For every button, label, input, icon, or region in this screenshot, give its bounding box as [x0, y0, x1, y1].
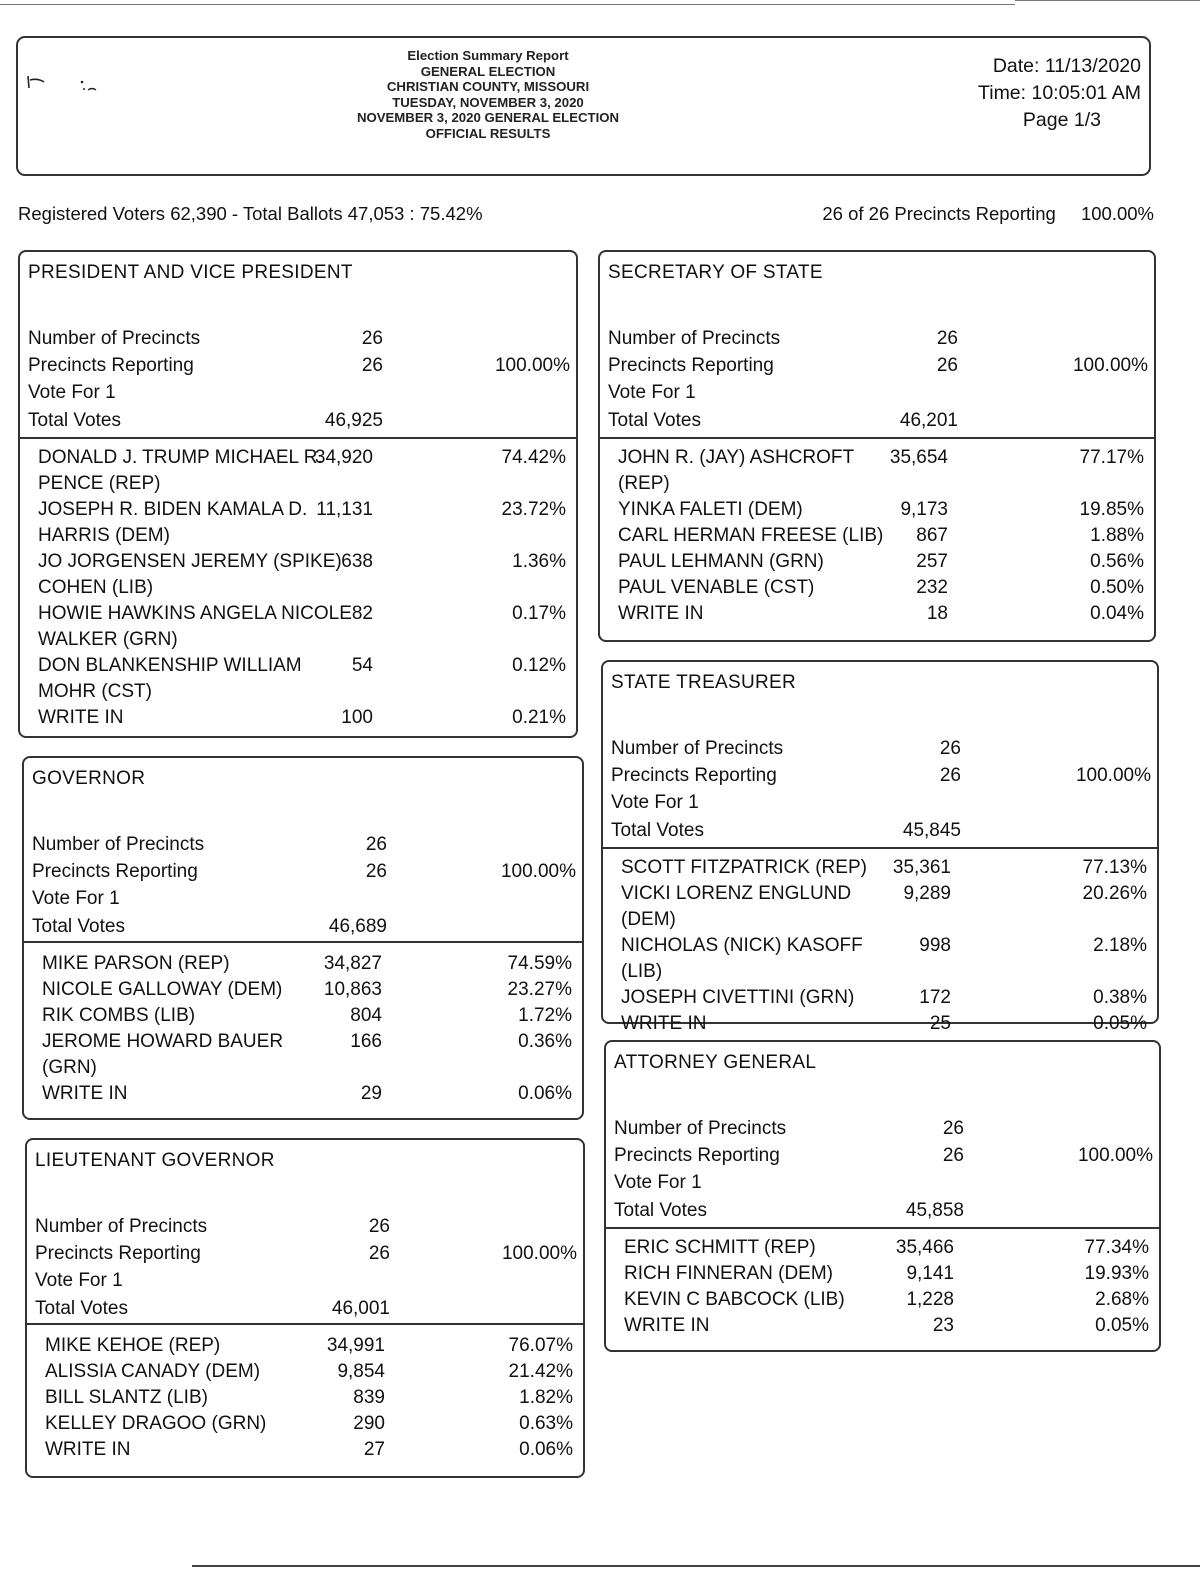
info-label: Total Votes [608, 409, 701, 431]
candidate-name: VICKI LORENZ ENGLUND (DEM) [621, 883, 852, 930]
candidate-percent: 0.06% [519, 1439, 573, 1460]
vote-for-row [32, 885, 576, 912]
candidate-name: WRITE IN [618, 603, 704, 624]
contest-title: PRESIDENT AND VICE PRESIDENT [28, 262, 353, 283]
candidate-name: WRITE IN [45, 1439, 131, 1460]
info-value: 26 [361, 355, 383, 377]
precincts-reporting-row [32, 858, 576, 885]
candidate-percent: 76.07% [508, 1335, 573, 1356]
info-label: Precincts Reporting [32, 861, 198, 883]
candidate-name: KEVIN C BABCOCK (LIB) [624, 1289, 845, 1310]
candidate-percent: 77.17% [1079, 447, 1144, 468]
precincts-reporting-summary [822, 203, 1154, 225]
contest-divider [600, 437, 1154, 439]
report-title-line: GENERAL ELECTION [420, 63, 556, 79]
candidate-votes: 18 [926, 603, 948, 624]
info-label: Number of Precincts [611, 738, 784, 759]
report-title-line: CHRISTIAN COUNTY, MISSOURI [386, 79, 590, 95]
vote-for-row [28, 379, 570, 406]
candidate-percent: 1.72% [518, 1005, 572, 1026]
candidate-row [45, 1411, 573, 1437]
info-value: 26 [368, 1243, 390, 1265]
vote-for-row [35, 1267, 577, 1294]
info-value: 26 [936, 328, 958, 349]
candidate-row [621, 985, 1147, 1011]
candidate-row [624, 1313, 1149, 1339]
contest-title: SECRETARY OF STATE [608, 262, 823, 283]
candidate-votes: 232 [916, 577, 948, 598]
info-label: Number of Precincts [28, 328, 201, 349]
candidate-votes: 82 [351, 603, 373, 624]
contest-title: STATE TREASURER [611, 672, 797, 693]
candidate-row [38, 705, 566, 731]
candidate-votes: 29 [360, 1083, 382, 1104]
report-header [16, 36, 1151, 176]
contest-info [611, 735, 1151, 844]
candidate-name: MIKE KEHOE (REP) [45, 1335, 221, 1356]
number-of-precincts-row [614, 1115, 1153, 1142]
candidate-percent: 1.82% [519, 1387, 573, 1408]
candidate-votes: 839 [353, 1387, 385, 1408]
candidate-row [42, 1003, 572, 1029]
top-scan-edge [0, 0, 1200, 6]
vote-for-row [614, 1169, 1153, 1196]
number-of-precincts-row [28, 325, 570, 352]
contest-box [22, 756, 584, 1120]
candidate-percent: 0.63% [519, 1413, 573, 1434]
info-label: Vote For 1 [608, 382, 696, 404]
candidate-name: WRITE IN [621, 1013, 707, 1034]
candidate-votes: 290 [353, 1413, 385, 1434]
info-value: 45,845 [902, 819, 961, 841]
info-percent: 100.00% [1072, 355, 1148, 377]
candidate-votes: 35,361 [892, 857, 951, 878]
contest-divider [603, 847, 1157, 849]
candidate-percent: 74.59% [507, 953, 572, 974]
candidate-percent: 74.42% [501, 447, 566, 468]
candidate-percent: 19.85% [1079, 499, 1144, 520]
candidate-name: NICHOLAS (NICK) KASOFF (LIB) [621, 935, 863, 982]
candidate-percent: 77.13% [1082, 857, 1147, 878]
page-number: Page 1/3 [1022, 109, 1101, 131]
candidate-percent: 0.21% [512, 707, 566, 728]
candidate-votes: 10,863 [323, 979, 382, 1000]
candidate-percent: 21.42% [508, 1361, 573, 1382]
precincts-reporting-row [28, 352, 570, 379]
info-label: Number of Precincts [608, 328, 781, 349]
total-votes-row [35, 1295, 577, 1322]
info-percent: 100.00% [1077, 1145, 1153, 1167]
report-title-line: OFFICIAL RESULTS [425, 125, 551, 141]
candidate-name: ALISSIA CANADY (DEM) [45, 1361, 261, 1382]
contest-box [18, 250, 578, 738]
info-label: Number of Precincts [614, 1118, 787, 1139]
candidate-name: ERIC SCHMITT (REP) [624, 1237, 816, 1258]
report-date: Date: 11/13/2020 [992, 55, 1141, 77]
info-label: Vote For 1 [32, 888, 120, 910]
candidate-list [618, 445, 1144, 627]
candidate-votes: 257 [916, 551, 948, 572]
vote-for-row [608, 379, 1148, 406]
candidate-name: DON BLANKENSHIP WILLIAM MOHR (CST) [38, 655, 302, 702]
precincts-reporting-row [35, 1240, 577, 1267]
info-value: 46,689 [328, 915, 387, 937]
candidate-votes: 867 [916, 525, 948, 546]
candidate-row [42, 977, 572, 1003]
report-meta [921, 53, 1141, 134]
candidate-votes: 35,654 [889, 447, 948, 468]
candidate-votes: 9,141 [906, 1263, 954, 1284]
candidate-votes: 172 [919, 987, 951, 1008]
candidate-votes: 804 [350, 1005, 382, 1026]
candidate-percent: 0.06% [518, 1083, 572, 1104]
info-label: Precincts Reporting [28, 355, 194, 377]
contest-divider [606, 1227, 1159, 1229]
candidate-name: CARL HERMAN FREESE (LIB) [618, 525, 884, 546]
candidate-name: DONALD J. TRUMP MICHAEL R. PENCE (REP) [38, 447, 323, 494]
candidate-row [38, 445, 566, 497]
candidate-list [624, 1235, 1149, 1339]
candidate-votes: 35,466 [895, 1237, 954, 1258]
report-time: Time: 10:05:01 AM [978, 82, 1141, 104]
candidate-name: HOWIE HAWKINS ANGELA NICOLE WALKER (GRN) [38, 603, 352, 650]
candidate-name: PAUL LEHMANN (GRN) [618, 551, 824, 572]
candidate-list [42, 951, 572, 1107]
candidate-percent: 0.56% [1090, 551, 1144, 572]
candidate-row [618, 575, 1144, 601]
info-label: Precincts Reporting [611, 765, 777, 787]
candidate-percent: 0.05% [1095, 1315, 1149, 1336]
info-label: Total Votes [32, 915, 125, 937]
candidate-votes: 9,854 [337, 1361, 385, 1382]
info-label: Total Votes [614, 1199, 707, 1221]
contest-title: ATTORNEY GENERAL [614, 1052, 817, 1073]
candidate-row [618, 523, 1144, 549]
contest-title: LIEUTENANT GOVERNOR [35, 1150, 275, 1171]
candidate-row [624, 1261, 1149, 1287]
candidate-list [621, 855, 1147, 1037]
county-seal-icon [26, 56, 136, 96]
candidate-name: BILL SLANTZ (LIB) [45, 1387, 208, 1408]
info-label: Precincts Reporting [608, 355, 774, 377]
info-value: 26 [361, 328, 383, 349]
candidate-percent: 1.36% [512, 551, 566, 572]
candidate-row [621, 1011, 1147, 1037]
candidate-row [45, 1437, 573, 1463]
candidate-votes: 25 [929, 1013, 951, 1034]
info-label: Number of Precincts [32, 834, 205, 855]
info-value: 26 [942, 1118, 964, 1139]
candidate-name: JOSEPH R. BIDEN KAMALA D. HARRIS (DEM) [38, 499, 308, 546]
total-votes-row [614, 1197, 1153, 1224]
candidate-row [621, 855, 1147, 881]
info-label: Vote For 1 [28, 382, 116, 404]
info-percent: 100.00% [494, 355, 570, 377]
candidate-votes: 638 [341, 551, 373, 572]
total-votes-row [608, 407, 1148, 434]
info-percent: 100.00% [1075, 765, 1151, 787]
candidate-list [45, 1333, 573, 1463]
contest-info [608, 325, 1148, 434]
candidate-row [624, 1235, 1149, 1261]
candidate-name: MIKE PARSON (REP) [42, 953, 230, 974]
candidate-percent: 0.04% [1090, 603, 1144, 624]
info-value: 46,201 [899, 409, 958, 431]
report-title-line: TUESDAY, NOVEMBER 3, 2020 [392, 94, 584, 110]
info-percent: 100.00% [500, 861, 576, 883]
info-value: 45,858 [905, 1199, 964, 1221]
candidate-row [618, 549, 1144, 575]
contest-info [35, 1213, 577, 1322]
candidate-name: WRITE IN [42, 1083, 128, 1104]
candidate-name: KELLEY DRAGOO (GRN) [45, 1413, 267, 1434]
candidate-row [42, 1029, 572, 1081]
info-label: Vote For 1 [611, 792, 699, 814]
number-of-precincts-row [32, 831, 576, 858]
candidate-percent: 0.05% [1093, 1013, 1147, 1034]
candidate-row [621, 881, 1147, 933]
registered-voters-summary: Registered Voters 62,390 - Total Ballots 47,053 : 75.42% [18, 203, 483, 224]
info-value: 26 [365, 834, 387, 855]
contest-box [601, 660, 1159, 1034]
candidate-votes: 9,173 [900, 499, 948, 520]
candidate-percent: 20.26% [1082, 883, 1147, 904]
candidate-name: YINKA FALETI (DEM) [618, 499, 803, 520]
total-votes-row [611, 817, 1151, 844]
info-value: 46,001 [331, 1297, 390, 1319]
candidate-percent: 2.68% [1095, 1289, 1149, 1310]
candidate-percent: 2.18% [1093, 935, 1147, 956]
contest-box [604, 1040, 1161, 1352]
contest-divider [24, 941, 582, 943]
candidate-percent: 0.50% [1090, 577, 1144, 598]
contest-info [614, 1115, 1153, 1224]
precincts-reporting-row [608, 352, 1148, 379]
candidate-row [618, 601, 1144, 627]
candidate-votes: 54 [351, 655, 373, 676]
number-of-precincts-row [611, 735, 1151, 762]
info-value: 26 [939, 738, 961, 759]
precincts-reporting-row [611, 762, 1151, 789]
candidate-name: WRITE IN [38, 707, 124, 728]
candidate-percent: 23.27% [507, 979, 572, 1000]
candidate-name: JOSEPH CIVETTINI (GRN) [621, 987, 855, 1008]
candidate-row [45, 1385, 573, 1411]
candidate-percent: 0.36% [518, 1031, 572, 1052]
candidate-votes: 100 [341, 707, 373, 728]
candidate-name: JEROME HOWARD BAUER (GRN) [42, 1031, 284, 1078]
candidate-row [618, 445, 1144, 497]
info-label: Total Votes [611, 819, 704, 841]
info-value: 26 [365, 861, 387, 883]
candidate-percent: 0.17% [512, 603, 566, 624]
info-value: 26 [936, 355, 958, 377]
total-votes-row [28, 407, 570, 434]
info-label: Total Votes [35, 1297, 128, 1319]
candidate-votes: 11,131 [316, 499, 373, 520]
info-value: 46,925 [324, 409, 383, 431]
candidate-row [621, 933, 1147, 985]
candidate-votes: 27 [363, 1439, 385, 1460]
candidate-votes: 34,827 [323, 953, 382, 974]
contest-divider [20, 437, 576, 439]
info-value: 26 [942, 1145, 964, 1167]
info-label: Precincts Reporting [614, 1145, 780, 1167]
candidate-list [38, 445, 566, 731]
candidate-name: JO JORGENSEN JEREMY (SPIKE) COHEN (LIB) [38, 551, 342, 598]
contest-divider [27, 1323, 583, 1325]
candidate-percent: 23.72% [501, 499, 566, 520]
candidate-name: PAUL VENABLE (CST) [618, 577, 815, 598]
contest-info [28, 325, 570, 434]
vote-for-row [611, 789, 1151, 816]
candidate-name: RIK COMBS (LIB) [42, 1005, 196, 1026]
candidate-row [42, 951, 572, 977]
precincts-reporting-text: 26 of 26 Precincts Reporting [822, 203, 1056, 224]
info-value: 26 [939, 765, 961, 787]
candidate-row [38, 549, 566, 601]
candidate-votes: 34,991 [326, 1335, 385, 1356]
candidate-votes: 23 [932, 1315, 954, 1336]
info-label: Vote For 1 [614, 1172, 702, 1194]
candidate-percent: 77.34% [1084, 1237, 1149, 1258]
candidate-row [38, 653, 566, 705]
info-percent: 100.00% [501, 1243, 577, 1265]
number-of-precincts-row [608, 325, 1148, 352]
number-of-precincts-row [35, 1213, 577, 1240]
info-label: Precincts Reporting [35, 1243, 201, 1265]
precincts-reporting-pct: 100.00% [1080, 203, 1154, 224]
candidate-name: WRITE IN [624, 1315, 710, 1336]
candidate-percent: 19.93% [1084, 1263, 1149, 1284]
candidate-votes: 1,228 [906, 1289, 954, 1310]
candidate-row [42, 1081, 572, 1107]
candidate-percent: 0.12% [512, 655, 566, 676]
candidate-row [38, 497, 566, 549]
info-label: Total Votes [28, 409, 121, 431]
candidate-votes: 998 [919, 935, 951, 956]
info-value: 26 [368, 1216, 390, 1237]
candidate-votes: 166 [350, 1031, 382, 1052]
precincts-reporting-row [614, 1142, 1153, 1169]
contest-box [25, 1138, 585, 1478]
report-title-line: NOVEMBER 3, 2020 GENERAL ELECTION [356, 110, 620, 126]
candidate-row [618, 497, 1144, 523]
contest-info [32, 831, 576, 940]
candidate-row [45, 1333, 573, 1359]
candidate-name: RICH FINNERAN (DEM) [624, 1263, 833, 1284]
candidate-percent: 1.88% [1090, 525, 1144, 546]
total-votes-row [32, 913, 576, 940]
contest-box [598, 250, 1156, 642]
candidate-row [45, 1359, 573, 1385]
candidate-row [624, 1287, 1149, 1313]
candidate-percent: 0.38% [1093, 987, 1147, 1008]
report-title-line: Election Summary Report [407, 48, 569, 63]
candidate-votes: 34,920 [314, 447, 373, 468]
bottom-scan-edge [192, 1565, 1200, 1567]
info-label: Number of Precincts [35, 1216, 208, 1237]
candidate-name: SCOTT FITZPATRICK (REP) [621, 857, 867, 878]
candidate-votes: 9,289 [903, 883, 951, 904]
info-label: Vote For 1 [35, 1270, 123, 1292]
candidate-row [38, 601, 566, 653]
candidate-name: NICOLE GALLOWAY (DEM) [42, 979, 283, 1000]
candidate-name: JOHN R. (JAY) ASHCROFT (REP) [618, 447, 854, 494]
report-title-block [308, 48, 668, 142]
contest-title: GOVERNOR [32, 768, 146, 789]
